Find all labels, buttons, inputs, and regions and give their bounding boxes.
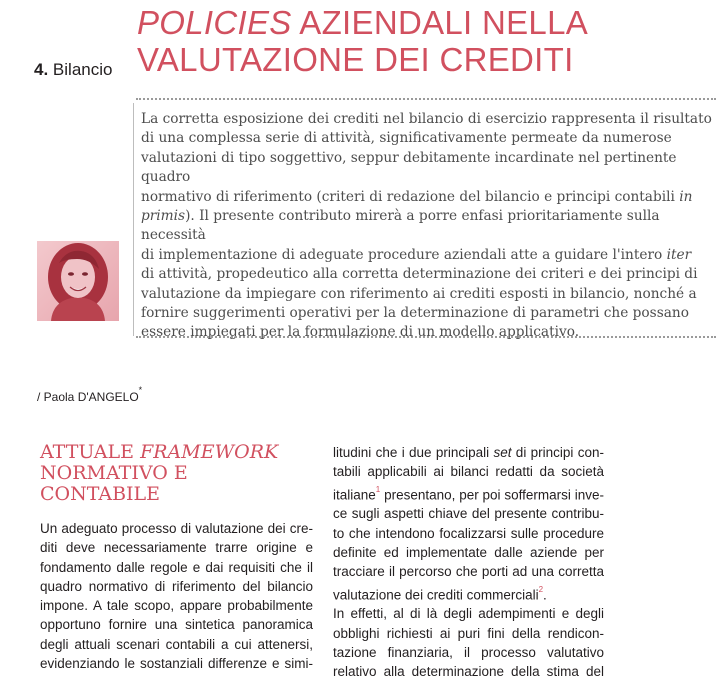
abstract-line: di una complessa serie di attività, significativamente permeate da numerose [141, 130, 672, 147]
dotted-divider-bottom [136, 336, 716, 338]
abstract-italic: in [679, 188, 693, 205]
footnote-ref-2[interactable]: 2 [538, 584, 544, 594]
abstract-line: normativo di riferimento (criteri di redazione del bilancio e principi contabili [141, 188, 680, 205]
abstract-side-rule [133, 103, 134, 336]
dotted-divider-top [136, 98, 716, 100]
body-line: Un adeguato processo di valutazione dei cre- [40, 521, 313, 536]
footnote-ref-1[interactable]: 1 [375, 484, 381, 494]
body-line: quadro normativo di riferimento del bilancio [40, 578, 313, 594]
body-column-left [40, 519, 313, 673]
abstract-line: valutazione da impiegare con riferimento ai crediti esposti in bilancio, nonché a [141, 285, 697, 302]
body-line [333, 582, 604, 605]
body-text: presentano, per poi soffermarsi inve- [380, 487, 604, 503]
article-title [137, 4, 717, 78]
heading-word: ATTUALE [40, 441, 141, 463]
body-line: degli attuali scenari contabili a cui attenersi, [40, 636, 313, 652]
title-line1-rest: AZIENDALI NELLA [291, 4, 589, 41]
body-text: italiane [333, 487, 376, 503]
abstract-line: di attività, propedeutico alla corretta determinazione dei criteri e dei principi di [141, 266, 698, 283]
abstract-line: valutazioni di tipo soggettivo, seppur debitamente incardinate nel pertinente quadro [141, 149, 677, 186]
abstract-line: ). Il presente contributo mirerà a porre enfasi prioritariamente sulla necessità [141, 208, 660, 244]
body-line: tabili applicabili ai bilanci redatti da società [333, 464, 604, 480]
body-line: In effetti, al di là degli adempimenti e degli [333, 606, 604, 622]
body-italic: set [493, 445, 512, 460]
body-text: litudini che i due principali [333, 445, 494, 460]
body-line: fondamento dalle regole e dai requisiti che il [40, 559, 313, 575]
body-column-right [333, 443, 604, 682]
section-label [34, 60, 112, 80]
abstract-italic: primis [141, 208, 186, 225]
body-text: valutazione dei crediti commerciali [333, 587, 539, 603]
body-text: . [543, 587, 547, 603]
body-line: impone. A tale scopo, appare probabilmente [40, 598, 313, 614]
body-line: definite ed implementate dalle aziende per [333, 544, 604, 560]
title-italic-word: POLICIES [137, 4, 292, 41]
body-line: to che intendono focalizzarsi sulle procedure [333, 525, 604, 541]
abstract [141, 110, 713, 343]
body-line: diti deve necessariamente trarre origine e [40, 540, 313, 556]
body-line [333, 482, 604, 505]
heading-line2: NORMATIVO E CONTABILE [40, 462, 188, 505]
body-line: evidenziando le sostanziali differenze e simi- [40, 656, 313, 672]
abstract-italic: iter [666, 246, 692, 263]
section-name: Bilancio [52, 60, 113, 79]
abstract-line: di implementazione di adeguate procedure aziendali atte a guidare l'intero [141, 246, 667, 263]
body-line: relativo alla determinazione della stima del [333, 664, 604, 680]
body-line: tracciare il percorso che porti ad una corretta [333, 564, 604, 580]
heading-italic-word: FRAMEWORK [140, 441, 279, 463]
author-name: / Paola D'ANGELO [37, 390, 139, 404]
body-line: opportuno fornire una sintetica panoramica [40, 617, 313, 633]
body-text: di principi con- [511, 445, 604, 460]
body-line: ce sugli aspetti chiave del presente contribu- [333, 506, 604, 522]
author-photo [37, 241, 119, 321]
section-number: 4. [34, 60, 49, 79]
abstract-line: fornire suggerimenti operativi per la determinazione di parametri che possano [141, 305, 689, 322]
body-line: obblighi richiesti ai puri fini della rendicon- [333, 625, 604, 641]
section-heading [40, 442, 300, 505]
title-line2: VALUTAZIONE DEI CREDITI [137, 41, 574, 78]
author-byline [37, 385, 143, 404]
body-line: tazione finanziaria, il processo valutativo [333, 644, 604, 660]
body-line [333, 443, 604, 462]
author-footnote-mark: * [138, 385, 143, 395]
abstract-line: essere impiegati per la formulazione di un modello applicativo. [141, 324, 580, 341]
abstract-line: La corretta esposizione dei crediti nel bilancio di esercizio rappresenta il risultato [141, 111, 712, 127]
